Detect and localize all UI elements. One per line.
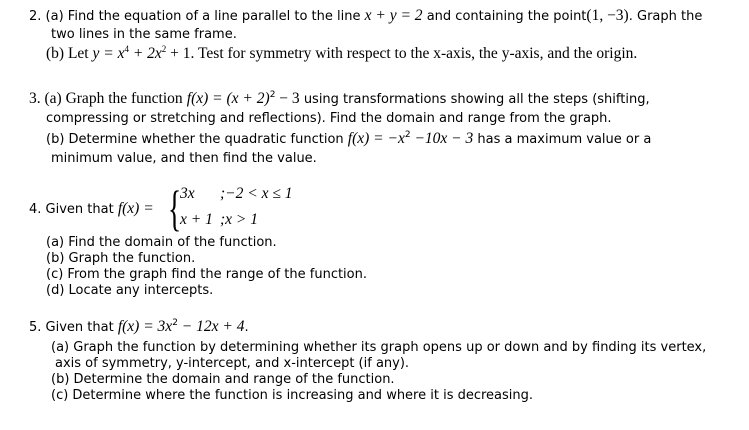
q2-b-label: (b) Let [46, 45, 89, 62]
q4-case1-cond: ;−2 < x ≤ 1 [220, 185, 293, 202]
q3-b-exp: 2 [404, 130, 411, 140]
q2-b-exp2: 2 [161, 44, 167, 54]
q5-part-b: (b) Determine the domain and range of the function. [51, 372, 395, 387]
q4-case-2 [180, 211, 258, 229]
q3-line-3 [46, 130, 651, 148]
q3-a-post: using transformations showing all the steps (shifting, [303, 92, 650, 107]
q3-b-post: has a maximum value or a [477, 132, 652, 147]
q5-part-a-line-2: axis of symmetry, y-intercept, and x-intercept (if any). [55, 356, 410, 371]
q3-a-func-end: − 3 [275, 90, 300, 107]
q5-exp: 2 [172, 318, 178, 328]
q3-a-pre: 3. (a) Graph the function [29, 90, 183, 107]
q2-line-1 [29, 7, 702, 25]
q4-given [29, 200, 154, 218]
q4-given-text: 4. Given that [29, 202, 114, 217]
q5-given [29, 318, 249, 336]
q2-a-number: 2. (a) [29, 9, 64, 24]
q2-b-eq-mid: + 2x [128, 45, 162, 62]
q5-given-text: 5. Given that [29, 320, 114, 335]
q2-b-eq-lhs: y = x [92, 45, 125, 62]
q2-b-exp1: 4 [124, 44, 129, 54]
q3-b-pre: (b) Determine whether the quadratic function [46, 132, 344, 147]
q3-a-exp: 2 [269, 90, 276, 100]
q4-case2-expr: x + 1 [180, 211, 213, 228]
q4-case2-cond: ;x > 1 [220, 211, 259, 228]
q2-b-eq-end: + 1 [166, 45, 191, 62]
q2-line-2: two lines in the same frame. [51, 27, 237, 42]
q2-point: (1, −3) [586, 7, 629, 24]
q5-period: . [244, 320, 249, 335]
q2-a-post: . Graph the [628, 9, 703, 24]
q3-line-1 [29, 90, 650, 108]
q2-line-equation: x + y = 2 [364, 7, 423, 24]
q4-part-a: (a) Find the domain of the function. [46, 235, 277, 250]
q3-a-func: f(x) = (x + 2) [186, 90, 270, 107]
q4-part-d: (d) Locate any intercepts. [46, 283, 214, 298]
q2-b-post: . Test for symmetry with respect to the x-axis, the y-axis, and the origin. [190, 45, 638, 62]
q2-a-text: Find the equation of a line parallel to the line [67, 9, 361, 24]
q3-line-2: compressing or stretching and reflections). Find the domain and range from the graph. [46, 111, 612, 126]
q4-func: f(x) = [117, 200, 154, 217]
q4-piecewise-brace: { [168, 180, 182, 236]
q5-func: f(x) = 3x [117, 318, 173, 335]
q2-part-b [46, 45, 637, 62]
q4-case-1 [180, 185, 292, 203]
q4-part-b: (b) Graph the function. [46, 251, 196, 266]
q3-line-4: minimum value, and then find the value. [51, 151, 317, 166]
q5-part-a-line-1: (a) Graph the function by determining whether its graph opens up or down and by finding its vertex, [51, 340, 707, 355]
q4-case1-expr: 3x [180, 185, 195, 202]
q5-func-end: − 12x + 4 [177, 318, 245, 335]
q3-b-func-end: −10x − 3 [410, 130, 474, 147]
q3-b-func: f(x) = −x [347, 130, 405, 147]
q5-part-c: (c) Determine where the function is increasing and where it is decreasing. [51, 388, 534, 403]
q2-a-mid: and containing the point [426, 9, 587, 24]
q4-part-c: (c) From the graph find the range of the function. [46, 267, 367, 282]
